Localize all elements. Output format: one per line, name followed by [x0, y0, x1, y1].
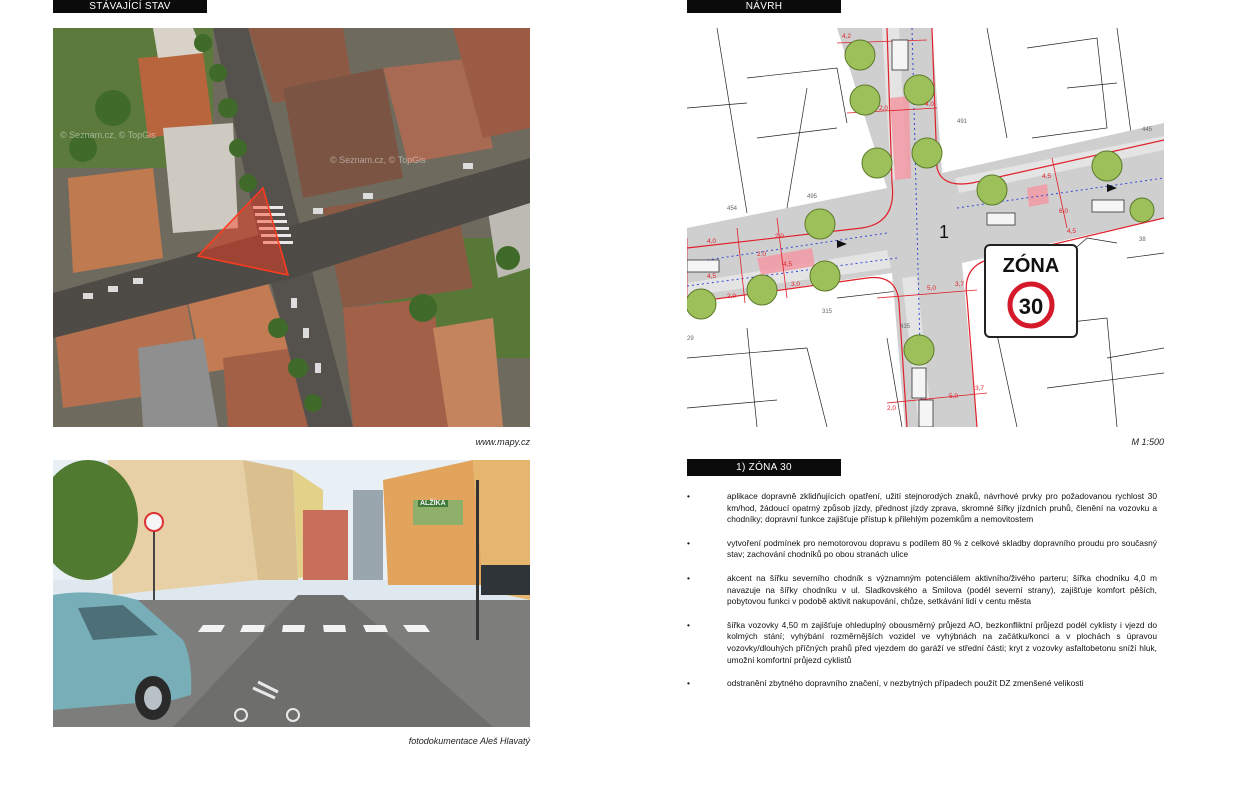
bullet-text: akcent na šířku severního chodník s významným potenciálem aktivního/živého parteru; šířka chodníku 4,0 m navazuje na šířky chodníku v ul. Sladkovského a Smilova (podél severní strany), zajišťuje komfort pěších, pobytovou funkci v podobě aktivit nakupování, chůze, setkávání lidí v centu města [727, 572, 1157, 607]
shop-sign: ALŽÍKA [420, 500, 446, 507]
proposal-header: NÁVRH [687, 0, 841, 13]
svg-text:4,0: 4,0 [925, 101, 935, 108]
bullet-list [687, 491, 1157, 702]
svg-text:4,5: 4,5 [783, 261, 793, 268]
svg-text:2,0: 2,0 [879, 105, 889, 112]
svg-text:4,0: 4,0 [707, 238, 717, 245]
svg-text:29: 29 [687, 336, 694, 342]
bullet-marker: • [687, 619, 690, 630]
svg-text:3,7: 3,7 [955, 281, 965, 288]
svg-text:3,0: 3,0 [791, 281, 801, 288]
svg-text:2,0: 2,0 [727, 293, 737, 300]
svg-text:4,5: 4,5 [1042, 173, 1052, 180]
existing-state-header: STÁVAJÍCÍ STAV [53, 0, 207, 13]
bullet-text: vytvoření podmínek pro nemotorovou dopravu s podílem 80 % z celkové skladby dopravního proudu pro současný stav; zachování chodníků po obou stranách ulice [727, 537, 1157, 560]
svg-text:454: 454 [727, 206, 738, 212]
list-item [687, 620, 1157, 666]
bullet-marker: • [687, 537, 690, 548]
bullet-text: šířka vozovky 4,50 m zajišťuje ohleduplný obousměrný průjezd AO, bezkonfliktní průjezd podél cyklisty i vjezd do kolmých stání; vyhýbání rozměrnějších vozidel ve vyhýbnách na začátku/konci a v plochách s úpravou vozovky/dlouhých příčných prahů před vjezdem do garáží ve střední části; kryt z vozovky asfaltobetonu sníží hluk, umožní komfortní průjezd cyklistů [727, 619, 1157, 665]
bullet-marker: • [687, 678, 690, 689]
list-item [687, 491, 1157, 526]
bullet-marker: • [687, 572, 690, 583]
svg-text:445: 445 [1142, 127, 1153, 133]
list-item [687, 573, 1157, 608]
street-photo-graphic [53, 460, 530, 727]
aerial-caption: www.mapy.cz [475, 437, 530, 447]
svg-text:4,2: 4,2 [842, 33, 852, 40]
bullet-text: aplikace dopravně zklidňujících opatření, užití stejnorodých znaků, návrhové prvky pro požadovanou rychlost 30 km/hod, žádoucí opatrný způsob jízdy, přednost jízdy zprava, skromné šířky jízdních pruhů, členění na vozovku a chodníky; dopravní funkce zajišťuje přístup k přilehlým pozemkům a nemovitostem [727, 491, 1157, 525]
aerial-watermark: © Seznam.cz, © TopGis [60, 130, 156, 140]
svg-text:495: 495 [807, 194, 818, 200]
svg-text:38: 38 [1139, 237, 1146, 243]
bullet-marker: • [687, 491, 690, 501]
plan-scale-caption: M 1:500 [1131, 437, 1164, 447]
svg-text:491: 491 [957, 119, 968, 125]
list-item [687, 538, 1157, 561]
street-photo [53, 460, 530, 727]
svg-text:6,0: 6,0 [1059, 208, 1069, 215]
list-item [687, 678, 1157, 690]
plan-drawing [687, 28, 1164, 427]
svg-text:2,0: 2,0 [775, 233, 785, 240]
intersection-number: 1 [939, 222, 950, 242]
bullet-text: odstranění zbytného dopravního značení, v nezbytných případech použít DZ zmenšené velikosti [727, 678, 1084, 689]
zone-30-sign [985, 245, 1077, 337]
svg-text:4,5: 4,5 [707, 273, 717, 280]
svg-text:435: 435 [900, 324, 911, 330]
svg-text:2,0: 2,0 [757, 251, 767, 258]
svg-text:3,7: 3,7 [975, 385, 985, 392]
aerial-watermark: © Seznam.cz, © TopGis [330, 155, 426, 165]
photo-caption: fotodokumentace Aleš Hlavatý [408, 736, 530, 746]
zone-30-header: 1) ZÓNA 30 [687, 459, 841, 476]
plan-graphic [687, 28, 1164, 427]
aerial-photo-graphic [53, 28, 530, 427]
svg-text:2,0: 2,0 [887, 405, 897, 412]
svg-text:30: 30 [1018, 294, 1044, 319]
svg-text:5,0: 5,0 [927, 285, 937, 292]
svg-text:5,0: 5,0 [949, 393, 959, 400]
svg-text:4,5: 4,5 [1067, 228, 1077, 235]
svg-text:ZÓNA: ZÓNA [1002, 255, 1060, 277]
svg-text:315: 315 [822, 309, 833, 315]
aerial-photo [53, 28, 530, 427]
